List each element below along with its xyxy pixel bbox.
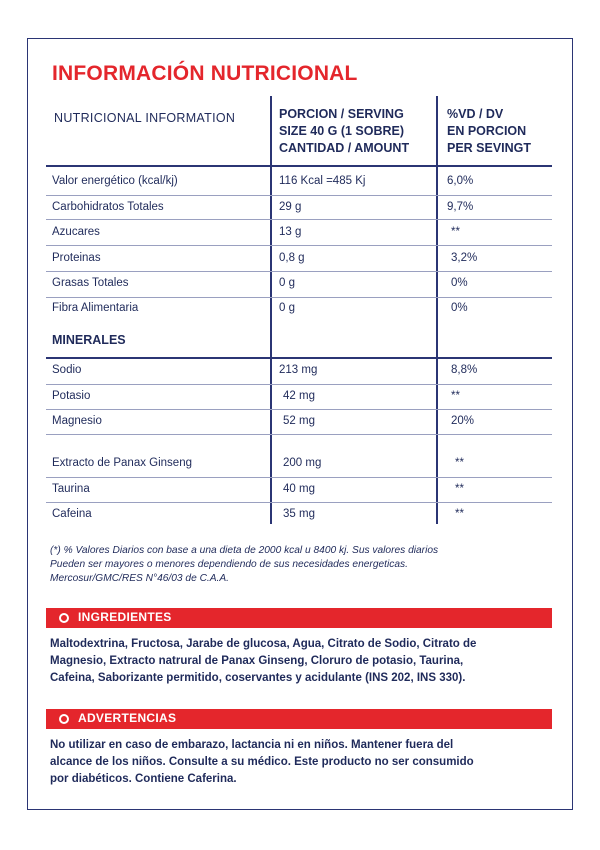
extra-dv: ** bbox=[455, 483, 464, 495]
header-col-amount-line1: PORCION / SERVING bbox=[279, 107, 404, 121]
ingredients-banner bbox=[46, 608, 552, 628]
mineral-amount: 52 mg bbox=[283, 415, 315, 427]
nutrient-name: Azucares bbox=[52, 226, 100, 238]
nutrient-dv: 0% bbox=[451, 277, 468, 289]
header-col-amount-line3: CANTIDAD / AMOUNT bbox=[279, 141, 410, 155]
column-divider-2 bbox=[436, 96, 438, 524]
mineral-dv: 20% bbox=[451, 415, 475, 427]
row-rule bbox=[46, 219, 552, 220]
footnote-line: Pueden ser mayores o menores dependiendo de sus necesidades energeticas. bbox=[50, 559, 408, 570]
ingredients-heading: INGREDIENTES bbox=[78, 610, 172, 624]
minerals-heading: MINERALES bbox=[52, 333, 126, 347]
nutrient-name: Proteinas bbox=[52, 252, 101, 264]
row-rule bbox=[46, 384, 552, 385]
nutrient-amount: 13 g bbox=[279, 226, 302, 238]
row-rule bbox=[46, 195, 552, 196]
nutrient-amount: 0 g bbox=[279, 277, 295, 289]
row-rule bbox=[46, 502, 552, 503]
header-col-dv bbox=[447, 106, 531, 157]
nutrient-dv: 3,2% bbox=[451, 252, 478, 264]
header-rule bbox=[46, 165, 552, 167]
nutrient-amount: 0 g bbox=[279, 302, 295, 314]
bullet-icon bbox=[59, 714, 69, 724]
extra-amount: 35 mg bbox=[283, 508, 315, 520]
header-col-dv-line3: PER SEVINGT bbox=[447, 141, 532, 155]
mineral-name: Potasio bbox=[52, 390, 91, 402]
warnings-line: alcance de los niños. Consulte a su médico. Este producto no ser consumido bbox=[50, 756, 474, 768]
column-divider-1 bbox=[270, 96, 272, 524]
row-rule bbox=[46, 434, 552, 435]
mineral-name: Magnesio bbox=[52, 415, 102, 427]
extra-amount: 200 mg bbox=[283, 457, 322, 469]
row-rule bbox=[46, 297, 552, 298]
page-title: INFORMACIÓN NUTRICIONAL bbox=[52, 62, 358, 85]
ingredients-line: Maltodextrina, Fructosa, Jarabe de glucosa, Agua, Citrato de Sodio, Citrato de bbox=[50, 638, 477, 650]
nutrient-name: Valor energético (kcal/kj) bbox=[52, 175, 178, 187]
header-col-dv-line1: %VD / DV bbox=[447, 107, 504, 121]
mineral-amount: 213 mg bbox=[279, 364, 318, 376]
extra-dv: ** bbox=[455, 457, 464, 469]
header-col-amount bbox=[279, 106, 409, 157]
extra-name: Cafeina bbox=[52, 508, 92, 520]
nutrient-name: Carbohidratos Totales bbox=[52, 201, 164, 213]
nutrient-amount: 0,8 g bbox=[279, 252, 305, 264]
extra-name: Extracto de Panax Ginseng bbox=[52, 457, 192, 469]
warnings-text bbox=[50, 737, 550, 788]
bullet-icon bbox=[59, 613, 69, 623]
nutrient-amount: 29 g bbox=[279, 201, 302, 213]
row-rule bbox=[46, 477, 552, 478]
nutrient-dv: ** bbox=[451, 226, 460, 238]
nutrient-name: Fibra Alimentaria bbox=[52, 302, 139, 314]
mineral-amount: 42 mg bbox=[283, 390, 315, 402]
footnote-line: (*) % Valores Diarios con base a una dieta de 2000 kcal u 8400 kj. Sus valores diarios bbox=[50, 545, 439, 556]
extra-name: Taurina bbox=[52, 483, 90, 495]
warnings-line: por diabéticos. Contiene Caferina. bbox=[50, 773, 237, 785]
nutrient-dv: 0% bbox=[451, 302, 468, 314]
row-rule bbox=[46, 245, 552, 246]
footnote-line: Mercosur/GMC/RES N°46/03 de C.A.A. bbox=[50, 573, 230, 584]
warnings-banner bbox=[46, 709, 552, 729]
nutrient-amount: 116 Kcal =485 Kj bbox=[279, 175, 366, 187]
mineral-dv: ** bbox=[451, 390, 460, 402]
ingredients-line: Cafeina, Saborizante permitido, coservantes y acidulante (INS 202, INS 330). bbox=[50, 672, 466, 684]
mineral-name: Sodio bbox=[52, 364, 82, 376]
header-col-nutrient: NUTRICIONAL INFORMATION bbox=[54, 111, 236, 125]
extra-amount: 40 mg bbox=[283, 483, 315, 495]
daily-values-footnote bbox=[50, 544, 550, 586]
warnings-heading: ADVERTENCIAS bbox=[78, 711, 177, 725]
nutrient-name: Grasas Totales bbox=[52, 277, 129, 289]
row-rule bbox=[46, 271, 552, 272]
header-col-amount-line2: SIZE 40 G (1 SOBRE) bbox=[279, 124, 405, 138]
ingredients-text bbox=[50, 636, 550, 687]
nutrient-dv: 9,7% bbox=[447, 201, 474, 213]
mineral-dv: 8,8% bbox=[451, 364, 478, 376]
header-col-dv-line2: EN PORCION bbox=[447, 124, 527, 138]
nutrient-dv: 6,0% bbox=[447, 175, 474, 187]
ingredients-line: Magnesio, Extracto natrural de Panax Ginseng, Cloruro de potasio, Taurina, bbox=[50, 655, 464, 667]
minerals-rule bbox=[46, 357, 552, 359]
warnings-line: No utilizar en caso de embarazo, lactancia ni en niños. Mantener fuera del bbox=[50, 739, 454, 751]
extra-dv: ** bbox=[455, 508, 464, 520]
row-rule bbox=[46, 409, 552, 410]
